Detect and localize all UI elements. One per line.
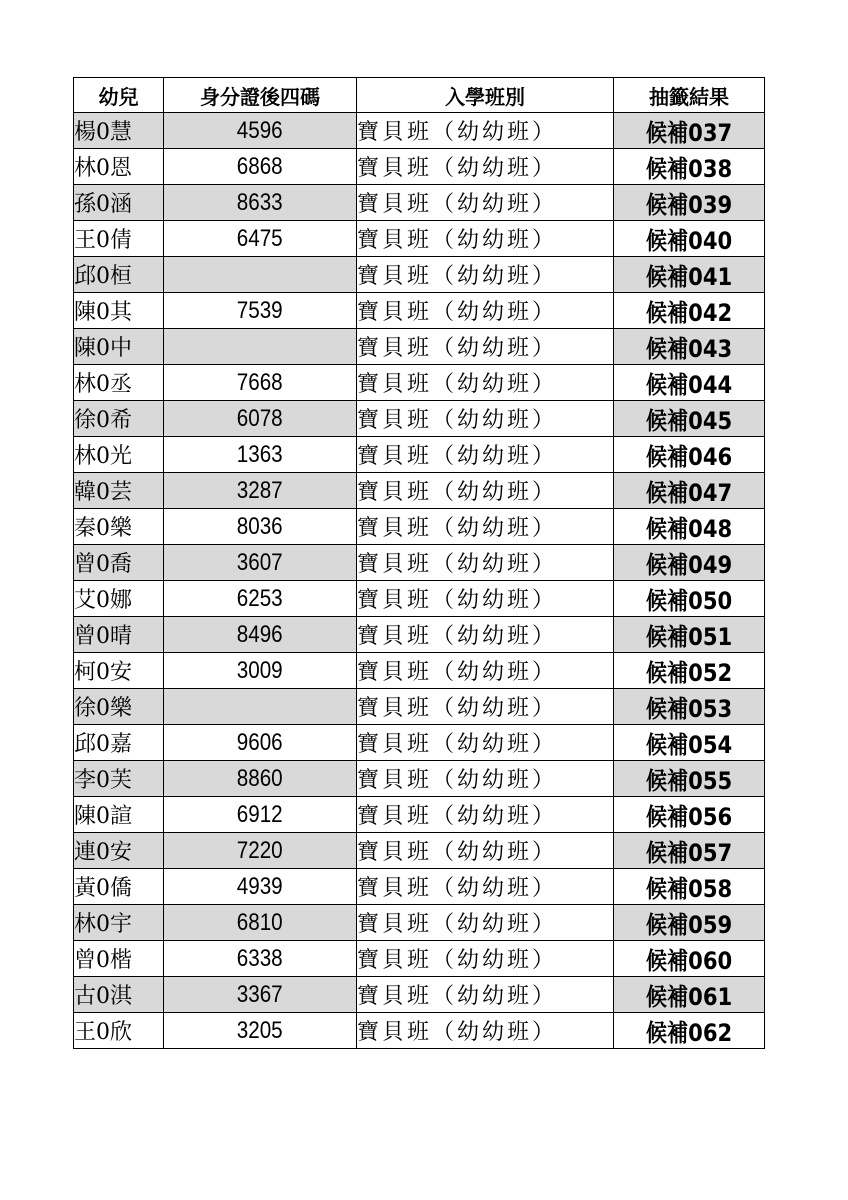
child-name-cell: 艾0娜 bbox=[74, 581, 164, 617]
id-last4-cell bbox=[164, 329, 357, 365]
id-last4-cell-text: 6912 bbox=[237, 800, 283, 828]
enrollment-class-cell: 寶貝班（幼幼班） bbox=[357, 725, 614, 761]
enrollment-class-cell: 寶貝班（幼幼班） bbox=[357, 581, 614, 617]
lottery-result-cell-text: 候補057 bbox=[645, 839, 733, 867]
id-last4-cell bbox=[164, 869, 357, 905]
table-row bbox=[74, 545, 765, 581]
id-last4-cell bbox=[164, 1013, 357, 1049]
id-last4-cell bbox=[164, 761, 357, 797]
table-row bbox=[74, 581, 765, 617]
lottery-result-cell bbox=[614, 1013, 765, 1049]
id-last4-cell-text: 3607 bbox=[237, 548, 283, 576]
lottery-result-cell bbox=[614, 437, 765, 473]
id-last4-cell-text: 6810 bbox=[237, 908, 283, 936]
child-name-cell: 林0宇 bbox=[74, 905, 164, 941]
table-row bbox=[74, 761, 765, 797]
enrollment-class-cell: 寶貝班（幼幼班） bbox=[357, 869, 614, 905]
id-last4-cell bbox=[164, 689, 357, 725]
header-lottery-result: 抽籤結果 bbox=[614, 78, 765, 113]
enrollment-class-cell: 寶貝班（幼幼班） bbox=[357, 617, 614, 653]
child-name-cell: 陳0諠 bbox=[74, 797, 164, 833]
id-last4-cell bbox=[164, 365, 357, 401]
child-name-cell: 王0欣 bbox=[74, 1013, 164, 1049]
lottery-result-cell bbox=[614, 149, 765, 185]
lottery-result-cell-text: 候補055 bbox=[645, 767, 733, 795]
lottery-result-cell bbox=[614, 401, 765, 437]
id-last4-cell-text: 1363 bbox=[237, 440, 283, 468]
lottery-result-cell bbox=[614, 113, 765, 149]
lottery-result-cell-text: 候補038 bbox=[645, 155, 733, 183]
header-id-last4: 身分證後四碼 bbox=[164, 78, 357, 113]
enrollment-class-cell: 寶貝班（幼幼班） bbox=[357, 113, 614, 149]
table-row bbox=[74, 401, 765, 437]
child-name-cell: 林0丞 bbox=[74, 365, 164, 401]
id-last4-cell bbox=[164, 257, 357, 293]
lottery-result-cell-text: 候補059 bbox=[645, 911, 733, 939]
enrollment-class-cell: 寶貝班（幼幼班） bbox=[357, 329, 614, 365]
lottery-result-cell-text: 候補061 bbox=[645, 983, 733, 1011]
table-row bbox=[74, 905, 765, 941]
id-last4-cell-text: 3367 bbox=[237, 980, 283, 1008]
lottery-result-cell-text: 候補041 bbox=[645, 263, 733, 291]
id-last4-cell-text: 4596 bbox=[237, 116, 283, 144]
id-last4-cell bbox=[164, 941, 357, 977]
id-last4-cell-text: 6475 bbox=[237, 224, 283, 252]
enrollment-class-cell: 寶貝班（幼幼班） bbox=[357, 437, 614, 473]
id-last4-cell bbox=[164, 113, 357, 149]
enrollment-class-cell: 寶貝班（幼幼班） bbox=[357, 977, 614, 1013]
child-name-cell: 王0倩 bbox=[74, 221, 164, 257]
id-last4-cell bbox=[164, 725, 357, 761]
lottery-result-cell-text: 候補039 bbox=[645, 191, 733, 219]
id-last4-cell bbox=[164, 437, 357, 473]
child-name-cell: 古0淇 bbox=[74, 977, 164, 1013]
child-name-cell: 秦0樂 bbox=[74, 509, 164, 545]
lottery-result-cell bbox=[614, 329, 765, 365]
child-name-cell: 林0光 bbox=[74, 437, 164, 473]
lottery-result-cell-text: 候補047 bbox=[645, 479, 733, 507]
child-name-cell: 孫0涵 bbox=[74, 185, 164, 221]
id-last4-cell bbox=[164, 905, 357, 941]
lottery-result-cell bbox=[614, 221, 765, 257]
lottery-result-cell bbox=[614, 365, 765, 401]
lottery-result-cell bbox=[614, 905, 765, 941]
child-name-cell: 邱0嘉 bbox=[74, 725, 164, 761]
lottery-result-cell bbox=[614, 869, 765, 905]
id-last4-cell-text: 3009 bbox=[237, 656, 283, 684]
id-last4-cell-text: 7539 bbox=[237, 296, 283, 324]
table-row bbox=[74, 113, 765, 149]
lottery-result-cell bbox=[614, 185, 765, 221]
enrollment-class-cell: 寶貝班（幼幼班） bbox=[357, 797, 614, 833]
child-name-cell: 楊0慧 bbox=[74, 113, 164, 149]
child-name-cell: 林0恩 bbox=[74, 149, 164, 185]
lottery-result-cell bbox=[614, 653, 765, 689]
id-last4-cell bbox=[164, 977, 357, 1013]
id-last4-cell bbox=[164, 473, 357, 509]
id-last4-cell bbox=[164, 401, 357, 437]
id-last4-cell bbox=[164, 617, 357, 653]
id-last4-cell-text: 4939 bbox=[237, 872, 283, 900]
lottery-result-cell-text: 候補052 bbox=[645, 659, 733, 687]
lottery-result-cell-text: 候補056 bbox=[645, 803, 733, 831]
table-row bbox=[74, 977, 765, 1013]
lottery-result-cell-text: 候補046 bbox=[645, 443, 733, 471]
child-name-cell: 徐0樂 bbox=[74, 689, 164, 725]
table-row bbox=[74, 257, 765, 293]
id-last4-cell-text: 7668 bbox=[237, 368, 283, 396]
child-name-cell: 陳0其 bbox=[74, 293, 164, 329]
lottery-result-cell-text: 候補044 bbox=[645, 371, 733, 399]
id-last4-cell-text: 7220 bbox=[237, 836, 283, 864]
lottery-result-cell-text: 候補049 bbox=[645, 551, 733, 579]
lottery-result-cell bbox=[614, 617, 765, 653]
table-header bbox=[74, 78, 765, 113]
enrollment-class-cell: 寶貝班（幼幼班） bbox=[357, 653, 614, 689]
child-name-cell: 連0安 bbox=[74, 833, 164, 869]
id-last4-cell-text: 8860 bbox=[237, 764, 283, 792]
table-row bbox=[74, 797, 765, 833]
lottery-result-cell bbox=[614, 689, 765, 725]
lottery-result-cell-text: 候補048 bbox=[645, 515, 733, 543]
lottery-result-cell bbox=[614, 833, 765, 869]
lottery-result-cell bbox=[614, 977, 765, 1013]
id-last4-cell-text: 6078 bbox=[237, 404, 283, 432]
id-last4-cell bbox=[164, 833, 357, 869]
header-enrollment-class: 入學班別 bbox=[357, 78, 614, 113]
enrollment-class-cell: 寶貝班（幼幼班） bbox=[357, 1013, 614, 1049]
table-row bbox=[74, 617, 765, 653]
table-row bbox=[74, 833, 765, 869]
id-last4-cell-text: 3287 bbox=[237, 476, 283, 504]
id-last4-cell-text: 8633 bbox=[237, 188, 283, 216]
child-name-cell: 柯0安 bbox=[74, 653, 164, 689]
lottery-result-cell-text: 候補043 bbox=[645, 335, 733, 363]
lottery-result-cell-text: 候補037 bbox=[645, 119, 733, 147]
child-name-cell: 曾0楷 bbox=[74, 941, 164, 977]
id-last4-cell bbox=[164, 185, 357, 221]
enrollment-class-cell: 寶貝班（幼幼班） bbox=[357, 365, 614, 401]
child-name-cell: 韓0芸 bbox=[74, 473, 164, 509]
id-last4-cell bbox=[164, 149, 357, 185]
table-row bbox=[74, 437, 765, 473]
id-last4-cell-text: 6253 bbox=[237, 584, 283, 612]
header-row bbox=[74, 78, 765, 113]
id-last4-cell-text: 6338 bbox=[237, 944, 283, 972]
enrollment-class-cell: 寶貝班（幼幼班） bbox=[357, 221, 614, 257]
enrollment-class-cell: 寶貝班（幼幼班） bbox=[357, 293, 614, 329]
child-name-cell: 曾0喬 bbox=[74, 545, 164, 581]
child-name-cell: 邱0桓 bbox=[74, 257, 164, 293]
table-row bbox=[74, 473, 765, 509]
lottery-result-cell-text: 候補045 bbox=[645, 407, 733, 435]
table-row bbox=[74, 941, 765, 977]
table-row bbox=[74, 149, 765, 185]
child-name-cell: 黃0僑 bbox=[74, 869, 164, 905]
id-last4-cell bbox=[164, 581, 357, 617]
enrollment-class-cell: 寶貝班（幼幼班） bbox=[357, 509, 614, 545]
table-row bbox=[74, 185, 765, 221]
table-row bbox=[74, 329, 765, 365]
table-body bbox=[74, 113, 765, 1049]
id-last4-cell-text: 8496 bbox=[237, 620, 283, 648]
id-last4-cell bbox=[164, 509, 357, 545]
child-name-cell: 李0芙 bbox=[74, 761, 164, 797]
lottery-result-cell-text: 候補054 bbox=[645, 731, 733, 759]
enrollment-class-cell: 寶貝班（幼幼班） bbox=[357, 545, 614, 581]
lottery-result-cell bbox=[614, 545, 765, 581]
enrollment-class-cell: 寶貝班（幼幼班） bbox=[357, 905, 614, 941]
lottery-result-cell bbox=[614, 941, 765, 977]
lottery-result-cell-text: 候補050 bbox=[645, 587, 733, 615]
enrollment-class-cell: 寶貝班（幼幼班） bbox=[357, 257, 614, 293]
enrollment-class-cell: 寶貝班（幼幼班） bbox=[357, 401, 614, 437]
id-last4-cell bbox=[164, 797, 357, 833]
enrollment-class-cell: 寶貝班（幼幼班） bbox=[357, 833, 614, 869]
id-last4-cell-text: 8036 bbox=[237, 512, 283, 540]
table-row bbox=[74, 725, 765, 761]
lottery-result-cell-text: 候補040 bbox=[645, 227, 733, 255]
table-row bbox=[74, 293, 765, 329]
table-row bbox=[74, 1013, 765, 1049]
table-row bbox=[74, 365, 765, 401]
id-last4-cell-text: 6868 bbox=[237, 152, 283, 180]
lottery-result-cell bbox=[614, 797, 765, 833]
enrollment-class-cell: 寶貝班（幼幼班） bbox=[357, 149, 614, 185]
header-child-name: 幼兒 bbox=[74, 78, 164, 113]
id-last4-cell bbox=[164, 293, 357, 329]
table-row bbox=[74, 509, 765, 545]
table-row bbox=[74, 653, 765, 689]
id-last4-cell bbox=[164, 545, 357, 581]
enrollment-class-cell: 寶貝班（幼幼班） bbox=[357, 941, 614, 977]
lottery-result-cell-text: 候補060 bbox=[645, 947, 733, 975]
table-row bbox=[74, 221, 765, 257]
lottery-result-table bbox=[73, 77, 765, 1049]
lottery-result-cell bbox=[614, 581, 765, 617]
id-last4-cell bbox=[164, 221, 357, 257]
lottery-result-cell-text: 候補053 bbox=[645, 695, 733, 723]
enrollment-class-cell: 寶貝班（幼幼班） bbox=[357, 689, 614, 725]
table-row bbox=[74, 689, 765, 725]
lottery-result-cell bbox=[614, 293, 765, 329]
enrollment-class-cell: 寶貝班（幼幼班） bbox=[357, 185, 614, 221]
child-name-cell: 徐0希 bbox=[74, 401, 164, 437]
lottery-result-cell bbox=[614, 761, 765, 797]
table-row bbox=[74, 869, 765, 905]
enrollment-class-cell: 寶貝班（幼幼班） bbox=[357, 473, 614, 509]
id-last4-cell-text: 9606 bbox=[237, 728, 283, 756]
enrollment-class-cell: 寶貝班（幼幼班） bbox=[357, 761, 614, 797]
lottery-result-cell bbox=[614, 257, 765, 293]
lottery-result-cell-text: 候補058 bbox=[645, 875, 733, 903]
lottery-result-cell-text: 候補062 bbox=[645, 1019, 733, 1047]
id-last4-cell bbox=[164, 653, 357, 689]
lottery-result-cell bbox=[614, 509, 765, 545]
id-last4-cell-text: 3205 bbox=[237, 1016, 283, 1044]
lottery-result-cell bbox=[614, 725, 765, 761]
lottery-result-cell bbox=[614, 473, 765, 509]
child-name-cell: 陳0中 bbox=[74, 329, 164, 365]
lottery-result-cell-text: 候補051 bbox=[645, 623, 733, 651]
lottery-result-cell-text: 候補042 bbox=[645, 299, 733, 327]
child-name-cell: 曾0晴 bbox=[74, 617, 164, 653]
